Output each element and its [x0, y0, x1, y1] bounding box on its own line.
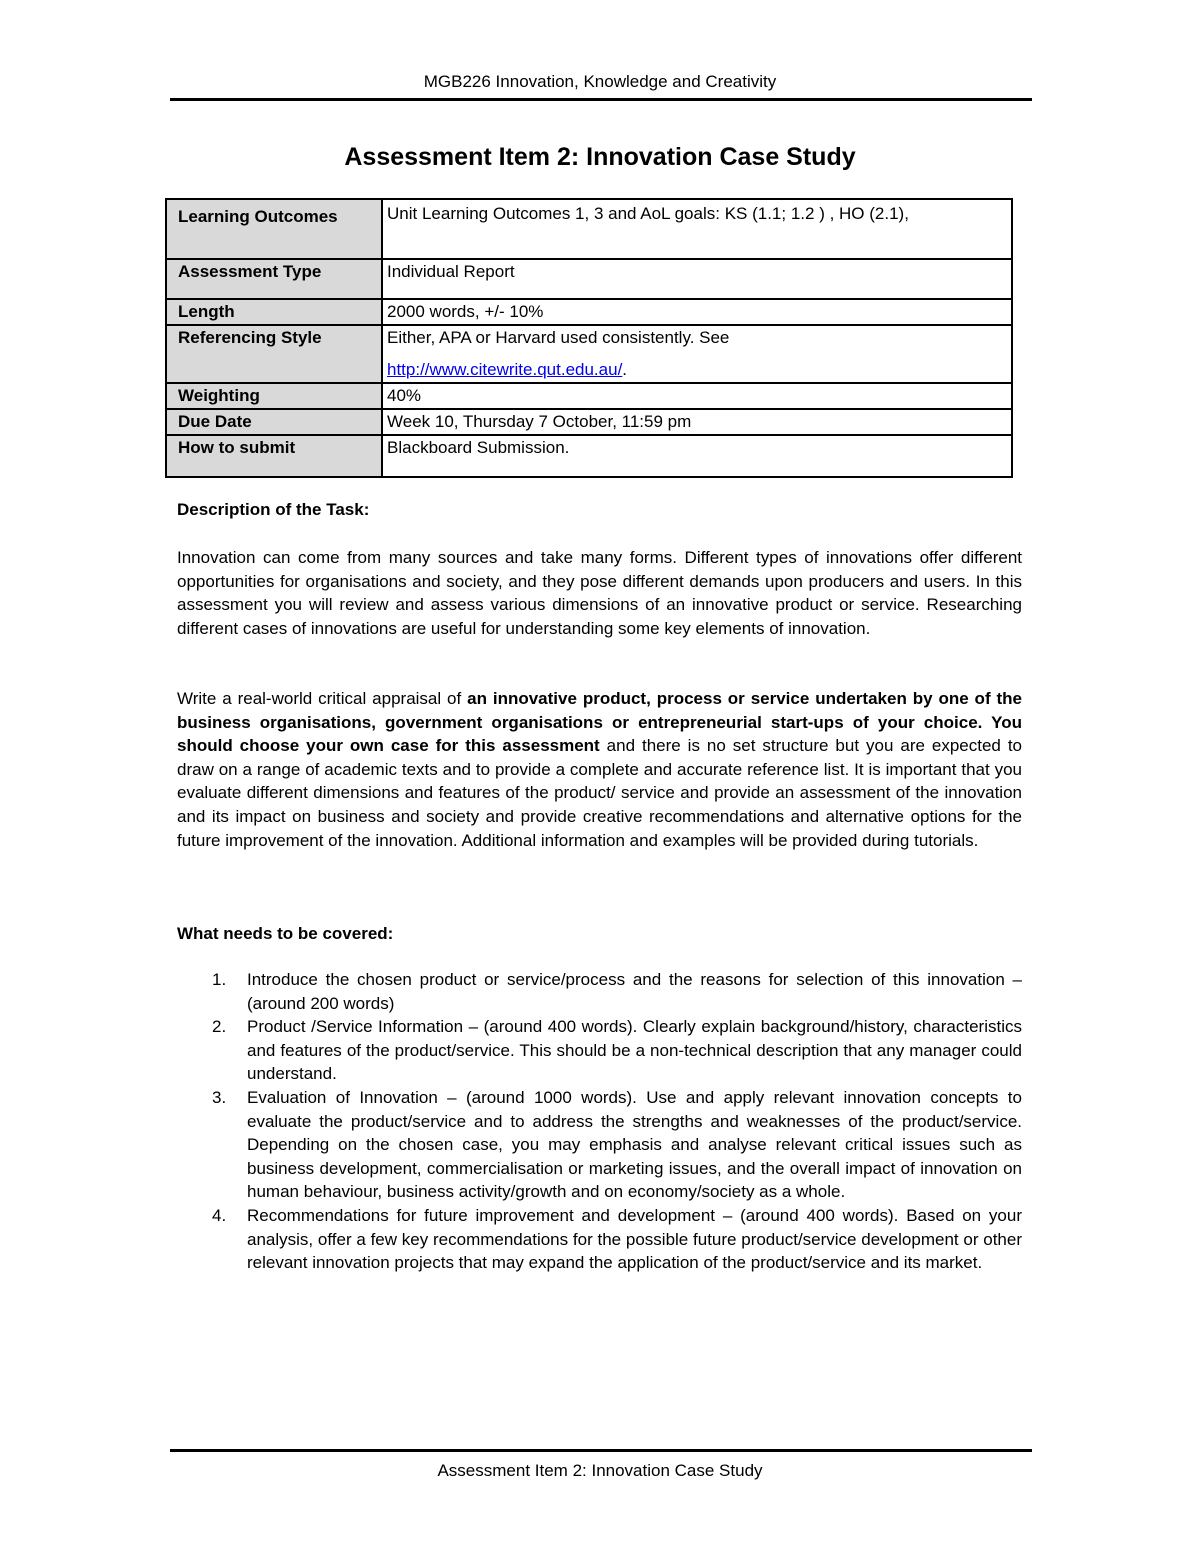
- item-number: 1.: [212, 970, 227, 989]
- assessment-info-table: [165, 198, 1013, 478]
- page-header: MGB226 Innovation, Knowledge and Creativity: [423, 72, 777, 91]
- item-text: Evaluation of Innovation – (around 1000 words). Use and apply relevant innovation concepts to evaluate the product/service and to address the strengths and weaknesses of the product/service. Depending on the chosen case, you may emphasis and analyse relevant critical issues such as business development, commercialisation or marketing issues, and the overall impact of innovation on human behaviour, business activity/growth and on economy/society as a whole.: [247, 1087, 1022, 1202]
- item-text: Introduce the chosen product or service/process and the reasons for selection of this innovation – (around 200 words): [247, 970, 1022, 1013]
- label-assessment-type: Assessment Type: [178, 262, 322, 281]
- row-value: [382, 299, 1012, 325]
- para2-bold: an innovative product, process or service undertaken by one of the business organisations, government organisations or entrepreneurial start-ups of your choice. You should choose your own case for this assessment: [177, 689, 1022, 756]
- item-number: 4.: [212, 1205, 227, 1225]
- needs-heading: What needs to be covered:: [177, 924, 394, 943]
- label-weighting: Weighting: [178, 386, 260, 405]
- row-label: [166, 259, 382, 299]
- value-learning-outcomes: Unit Learning Outcomes 1, 3 and AoL goals: KS (1.1; 1.2 ) , HO (2.1),: [387, 204, 909, 223]
- label-referencing-style: Referencing Style: [178, 328, 322, 347]
- row-value: [382, 409, 1012, 435]
- row-label: [166, 299, 382, 325]
- item-text: Recommendations for future improvement and development – (around 400 words). Based on your analysis, offer a few key recommendations for the possible future product/service development or other relevant innovation projects that may expand the application of the product/service and its market.: [247, 1205, 1022, 1273]
- row-label: [166, 435, 382, 477]
- label-length: Length: [178, 302, 235, 321]
- page-footer: Assessment Item 2: Innovation Case Study: [437, 1461, 763, 1480]
- link-suffix: .: [622, 360, 628, 379]
- row-value: [382, 259, 1012, 299]
- para2-rest: and there is no set structure but you are expected to draw on a range of academic texts and to provide a complete and accurate reference list. It is important that you evaluate different dimensions and features of the product/ service and provide an assessment of the innovation and its impact on business and society and provide creative recommendations and alternative options for the future improvement of the innovation. Additional information and examples will be provided during tutorials.: [177, 736, 1022, 850]
- label-how-to-submit: How to submit: [178, 438, 296, 457]
- value-due-date: Week 10, Thursday 7 October, 11:59 pm: [387, 412, 692, 431]
- item-number: 3.: [212, 1087, 227, 1107]
- list-item: [177, 1086, 1022, 1204]
- list-item: [177, 968, 1022, 1015]
- label-learning-outcomes: Learning Outcomes: [178, 207, 338, 226]
- row-value: [382, 435, 1012, 477]
- document-title: Assessment Item 2: Innovation Case Study: [344, 143, 856, 171]
- label-due-date: Due Date: [178, 412, 252, 431]
- table-row: [166, 435, 1012, 477]
- row-label: [166, 383, 382, 409]
- value-weighting: 40%: [387, 386, 422, 405]
- row-label: [166, 325, 382, 383]
- citewrite-link[interactable]: http://www.citewrite.qut.edu.au/: [387, 360, 623, 379]
- needs-list: [177, 968, 1022, 1275]
- table-row: [166, 383, 1012, 409]
- table-row: [166, 409, 1012, 435]
- table-row: [166, 199, 1012, 259]
- header-rule: [170, 98, 1032, 101]
- row-value: [382, 325, 1012, 383]
- row-label: [166, 199, 382, 259]
- item-text: Product /Service Information – (around 400 words). Clearly explain background/history, characteristics and features of the product/service. This should be a non-technical description that any manager could understand.: [247, 1017, 1022, 1084]
- footer-rule: [170, 1449, 1032, 1452]
- list-item: [177, 1015, 1022, 1086]
- table-row: [166, 299, 1012, 325]
- value-assessment-type: Individual Report: [387, 262, 515, 281]
- value-length: 2000 words, +/- 10%: [387, 302, 544, 321]
- table-row: [166, 259, 1012, 299]
- value-referencing-style: Either, APA or Harvard used consistently. See: [387, 328, 730, 347]
- row-label: [166, 409, 382, 435]
- table-row: [166, 325, 1012, 383]
- list-item: [177, 1204, 1022, 1275]
- description-paragraph-2: [177, 687, 1022, 852]
- row-value: [382, 383, 1012, 409]
- item-number: 2.: [212, 1017, 227, 1037]
- description-heading: Description of the Task:: [177, 500, 370, 519]
- row-value: [382, 199, 1012, 259]
- value-how-to-submit: Blackboard Submission.: [387, 438, 570, 457]
- referencing-link-line: [387, 358, 1011, 382]
- description-paragraph-1: Innovation can come from many sources and take many forms. Different types of innovations offer different opportunities for organisations and society, and they pose different demands upon producers and users. In this assessment you will review and assess various dimensions of an innovative product or service. Researching different cases of innovations are useful for understanding some key elements of innovation.: [177, 548, 1022, 638]
- para2-start: Write a real-world critical appraisal of: [177, 689, 468, 708]
